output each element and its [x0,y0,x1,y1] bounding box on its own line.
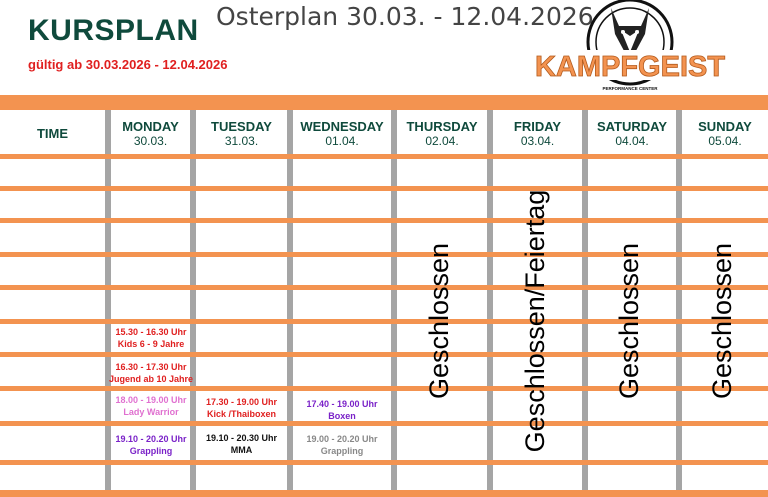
header-friday [493,119,582,149]
row-divider [0,154,768,159]
class-name: Kick /Thaiboxen [206,409,277,419]
class-time: 17.30 - 19.00 Uhr [205,397,278,407]
class-entry-wednesday-grappling [290,433,394,457]
top-band [0,95,768,110]
closed-thursday: Geschlossen [424,242,454,400]
row-divider [0,252,768,257]
class-entry-wednesday-boxen [290,398,394,422]
header-thursday [397,119,487,149]
day-date: 31.03. [224,134,259,148]
class-name: Kids 6 - 9 Jahre [117,339,185,349]
class-time: 19.10 - 20.30 Uhr [205,433,278,443]
class-name: Jugend ab 10 Jahre [108,374,194,384]
class-entry-monday-grappling [106,433,196,457]
header-time: TIME [36,126,69,141]
day-name: THURSDAY [406,119,478,134]
class-entry-tuesday-mma [193,432,290,456]
class-entry-monday-youth [104,361,198,385]
col-divider [582,110,588,497]
class-entry-monday-kids [106,326,196,350]
class-time: 19.10 - 20.20 Uhr [115,434,187,444]
closed-saturday: Geschlossen [614,242,644,400]
day-date: 02.04. [425,134,459,148]
closed-friday: Geschlossen/Feiertag [520,189,550,453]
header-tuesday [196,119,287,149]
class-time: 17.40 - 19.00 Uhr [306,399,378,409]
row-divider [0,319,768,324]
day-date: 03.04. [520,134,555,148]
day-name: FRIDAY [513,119,562,134]
class-name: MMA [230,445,253,455]
logo-bottom-text: PERFORMANCE CENTER [602,86,658,91]
class-time: 18.00 - 19.00 Uhr [115,395,187,405]
row-divider [0,218,768,223]
day-name: TUESDAY [211,119,272,134]
row-divider [0,460,768,465]
class-time: 16.30 - 17.30 Uhr [115,362,187,372]
class-name: Grappling [129,446,173,456]
header-monday [111,119,190,149]
row-divider [0,186,768,191]
day-name: MONDAY [122,119,179,134]
logo-wordmark: KAMPFGEIST [534,51,726,83]
col-divider [676,110,682,497]
row-divider [0,352,768,357]
bottom-band [0,490,768,497]
validity-text: gültig ab 30.03.2026 - 12.04.2026 [28,57,228,72]
day-date: 01.04. [325,134,359,148]
header-wednesday [293,119,391,149]
page-title: KURSPLAN [28,14,199,47]
day-date: 30.03. [133,134,168,148]
kampfgeist-logo [534,0,726,95]
row-divider [0,285,768,290]
day-name: SATURDAY [596,119,668,134]
class-name: Boxen [328,411,356,421]
header-saturday [588,119,676,149]
day-name: SUNDAY [698,119,752,134]
day-name: WEDNESDAY [300,119,384,134]
day-date: 05.04. [708,134,742,148]
class-name: Lady Warrior [123,407,179,417]
closed-sunday: Geschlossen [707,242,737,400]
class-name: Grappling [320,446,364,456]
row-divider [0,386,768,391]
class-entry-monday-lady [106,394,196,418]
class-entry-tuesday-kick [193,396,290,420]
day-date: 04.04. [615,134,649,148]
class-time: 15.30 - 16.30 Uhr [115,327,187,337]
plan-subtitle: Osterplan 30.03. - 12.04.2026 [216,2,594,31]
class-time: 19.00 - 20.20 Uhr [306,434,378,444]
col-divider [487,110,493,497]
header-sunday [682,119,768,149]
